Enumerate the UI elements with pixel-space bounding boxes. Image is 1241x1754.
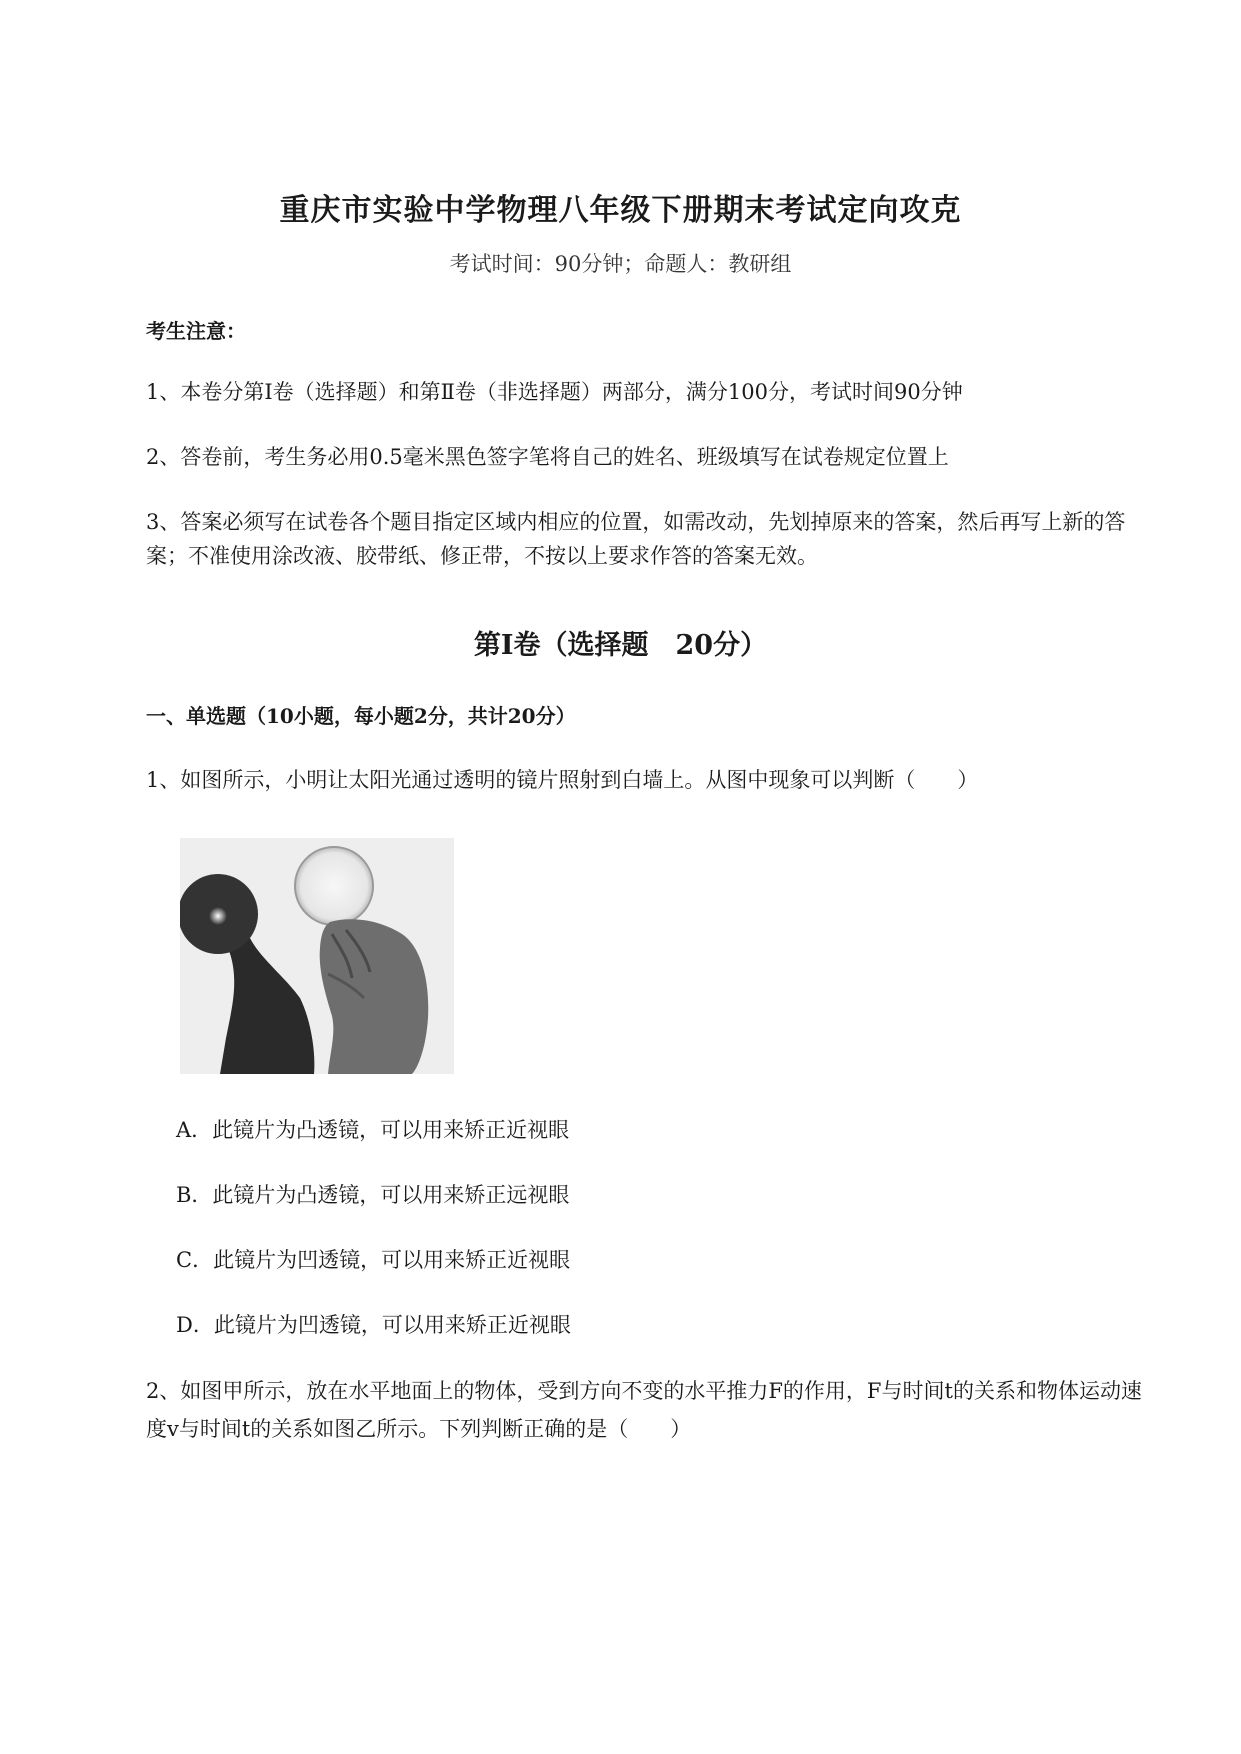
exam-title: 重庆市实验中学物理八年级下册期末考试定向攻克: [279, 193, 962, 228]
question-1-option-a[interactable]: A．此镜片为凸透镜，可以用来矫正近视眼: [176, 1118, 570, 1142]
exam-subtitle: 考试时间：90分钟；命题人：教研组: [449, 252, 792, 276]
question-1-option-b[interactable]: B．此镜片为凸透镜，可以用来矫正远视眼: [176, 1183, 570, 1207]
notice-item-1: 1、本卷分第Ⅰ卷（选择题）和第Ⅱ卷（非选择题）两部分，满分100分，考试时间90分钟: [146, 380, 963, 404]
question-2-stem: 2、如图甲所示，放在水平地面上的物体，受到方向不变的水平推力F的作用，F与时间t的关系和物体运动速度v与时间t的关系如图乙所示。下列判断正确的是（ ）: [146, 1379, 1142, 1441]
question-1-option-c[interactable]: C．此镜片为凹透镜，可以用来矫正近视眼: [176, 1248, 571, 1272]
lens-light-spot-photo-icon: [180, 838, 454, 1074]
section-title: 第Ⅰ卷（选择题 20分）: [473, 630, 768, 661]
notice-item-2: 2、答卷前，考生务必用0.5毫米黑色签字笔将自己的姓名、班级填写在试卷规定位置上: [146, 445, 949, 469]
question-1-stem: 1、如图所示，小明让太阳光通过透明的镜片照射到白墙上。从图中现象可以判断（ ）: [146, 768, 979, 792]
notice-item-3: 3、答案必须写在试卷各个题目指定区域内相应的位置，如需改动，先划掉原来的答案，然后再写上新的答案；不准使用涂改液、胶带纸、修正带，不按以上要求作答的答案无效。: [146, 510, 1126, 568]
subsection-heading: 一、单选题（10小题，每小题2分，共计20分）: [146, 704, 576, 728]
question-1-option-d[interactable]: D．此镜片为凹透镜，可以用来矫正近视眼: [176, 1313, 571, 1337]
notice-heading: 考生注意：: [146, 319, 246, 343]
